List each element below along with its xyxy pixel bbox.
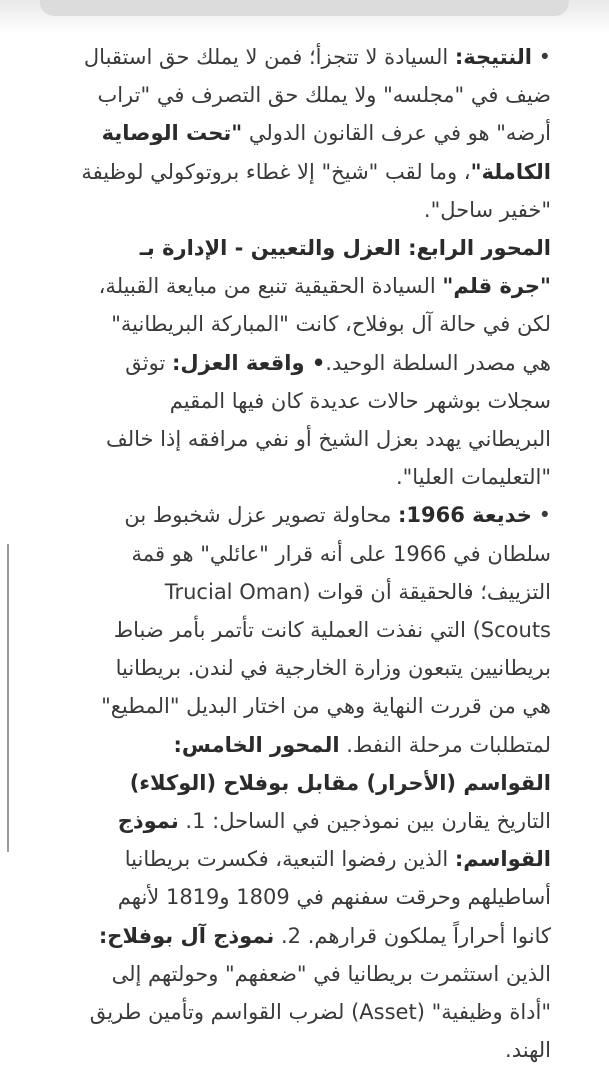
body-text: ، وما لقب "شيخ" إلا غطاء بروتوكولي لوظيفة "خفير ساحل". [81, 159, 551, 222]
body-text: السيادة الحقيقية تنبع من مبايعة القبيلة، لكن في حالة آل بوفلاح، كانت "المباركة البريطانية" هي مصدر السلطة الوحيد. [98, 274, 551, 375]
section-heading-axis-four: المحور الرابع: العزل والتعيين - الإدارة بـ "جرة قلم" [139, 236, 551, 299]
paragraph-axis-four [81, 229, 551, 496]
body-text: السيادة لا تتجزأ؛ فمن لا يملك حق استقبال ضيف في "مجلسه" ولا يملك حق التصرف في "تراب أرضه" هو في عرف القانون الدولي [83, 45, 551, 146]
bullet: • [531, 45, 551, 69]
heading-bufalah-model: نموذج آل بوفلاح: [98, 923, 275, 948]
heading-1966: خديعة 1966: [398, 503, 532, 528]
section-heading-axis-five: المحور الخامس: القواسم (الأحرار) مقابل بوفلاح (الوكلاء) [129, 732, 551, 795]
heading-dismissal: • واقعة العزل: [172, 350, 326, 375]
scroll-indicator[interactable] [7, 544, 9, 852]
top-bar [40, 0, 569, 16]
body-text: الذين رفضوا التبعية، فكسرت بريطانيا أساطيلهم وحرقت سفنهم في 1809 و1819 لأنهم كانوا أحراراً يملكون قرارهم. 2. [117, 847, 551, 948]
paragraph-result [81, 38, 551, 229]
body-text: محاولة تصوير عزل شخبوط بن سلطان في 1966 على أنه قرار "عائلي" هو قمة التزييف؛ فالحقيقة أن قوات (Trucial Oman Scouts) التي نفذت العملية كانت تأتمر بأمر ضباط بريطانيين يتبعون وزارة الخارجية في لندن. بريطانيا هي من قررت النهاية وهي من اختار البديل "المطيع" لمتطلبات مرحلة النفط. [101, 503, 551, 757]
body-text: توثق سجلات بوشهر حالات عديدة كان فيها المقيم البريطاني يهدد بعزل الشيخ أو نفي مرافقه إذا خالف "التعليمات العليا". [105, 350, 551, 490]
body-text: التاريخ يقارن بين نموذجين في الساحل: 1. [178, 809, 551, 834]
bold-phrase: "تحت الوصاية الكاملة" [101, 121, 551, 184]
heading-qawasim-model: نموذج القواسم: [117, 809, 551, 872]
article-content [81, 38, 551, 1069]
body-text: الذين استثمرت بريطانيا في "ضعفهم" وحولتهم إلى "أداة وظيفية" (Asset) لضرب القواسم وتأمين طريق الهند. [89, 961, 551, 1063]
paragraph-1966 [81, 496, 551, 1069]
heading-result: النتيجة: [454, 45, 532, 69]
bullet: • [531, 503, 551, 528]
